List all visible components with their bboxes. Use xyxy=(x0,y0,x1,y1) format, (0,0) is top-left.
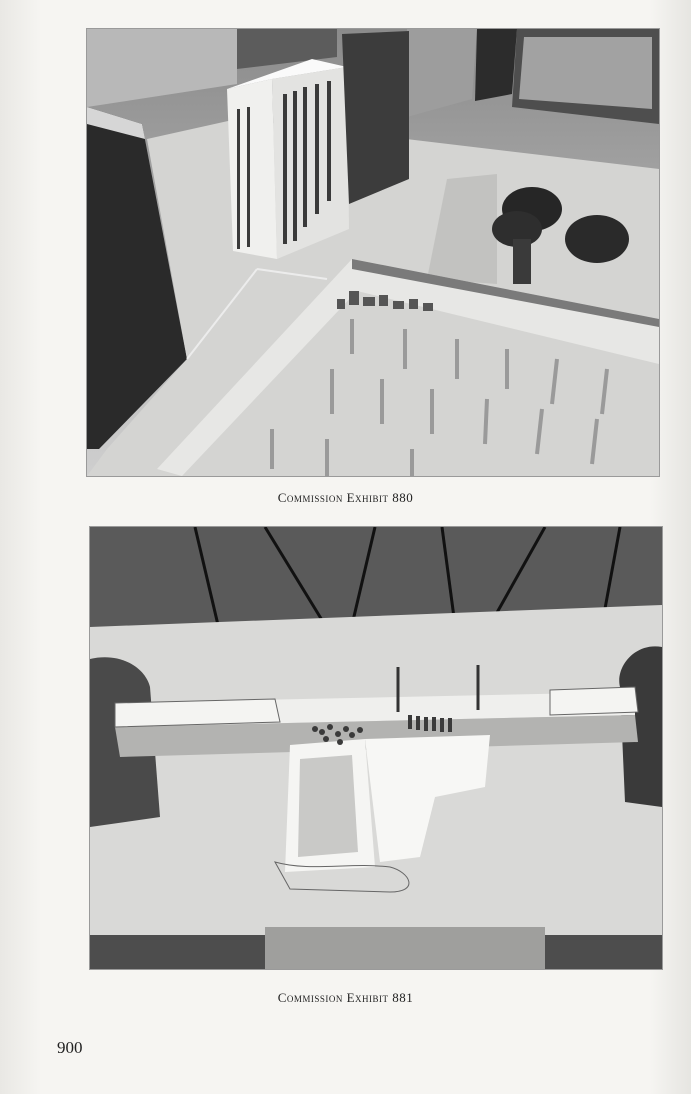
exhibit-881-caption: Commission Exhibit 881 xyxy=(277,990,414,1005)
model-layout-photo xyxy=(90,527,662,969)
exhibit-880-caption: Commission Exhibit 880 xyxy=(277,490,414,505)
page-number: 900 xyxy=(57,1038,83,1057)
model-plaza-photo xyxy=(87,29,659,476)
exhibit-881-photograph xyxy=(90,527,662,969)
exhibit-880-photograph xyxy=(87,29,659,476)
